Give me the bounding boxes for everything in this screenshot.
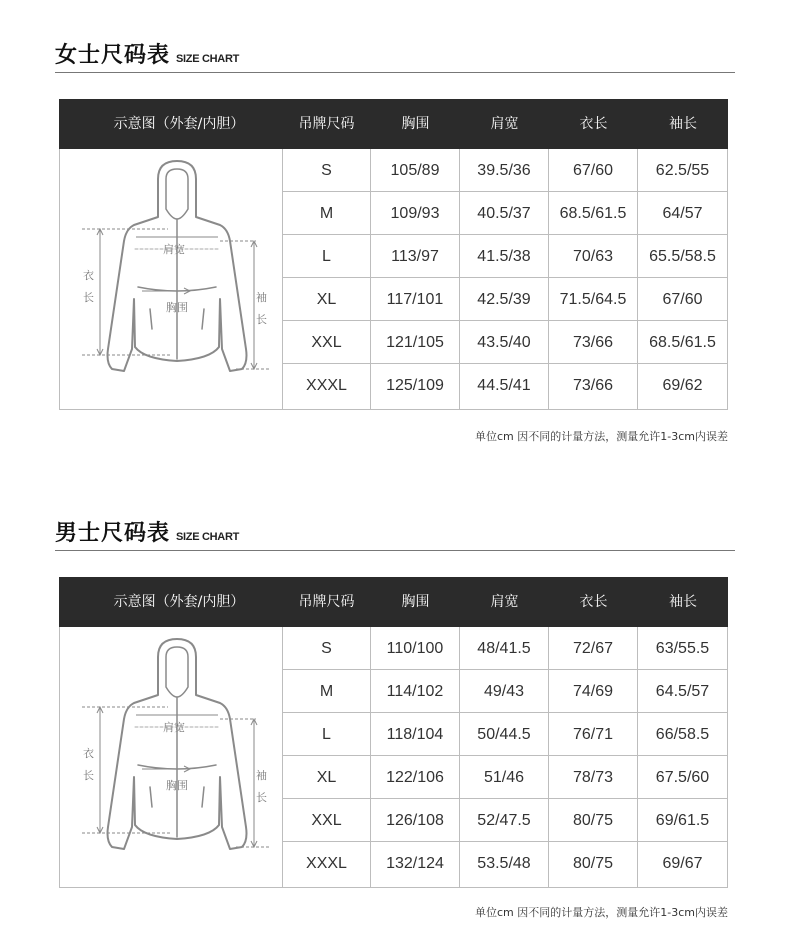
cell-size: XXXL xyxy=(282,842,371,888)
pocket-left xyxy=(150,787,152,807)
hood-inner xyxy=(166,169,188,219)
cell-chest: 125/109 xyxy=(371,364,460,410)
length-label-1: 衣 xyxy=(83,269,94,282)
section-title-cn: 女士尺码表 xyxy=(55,43,171,68)
sleeve-label-1: 袖 xyxy=(256,291,267,304)
jacket-diagram xyxy=(59,627,282,888)
cell-sleeve: 69/61.5 xyxy=(638,799,728,842)
cell-sleeve: 67.5/60 xyxy=(638,756,728,799)
cell-length: 74/69 xyxy=(549,670,638,713)
column-header: 衣长 xyxy=(579,594,608,610)
cell-length: 68.5/61.5 xyxy=(549,192,638,235)
cell-chest: 126/108 xyxy=(371,799,460,842)
cell-sleeve: 66/58.5 xyxy=(638,713,728,756)
table-body xyxy=(282,149,728,410)
table-header xyxy=(59,99,728,149)
cell-size: L xyxy=(282,235,371,278)
cell-sleeve: 65.5/58.5 xyxy=(638,235,728,278)
cell-size: XL xyxy=(282,278,371,321)
cell-length: 70/63 xyxy=(549,235,638,278)
cell-size: L xyxy=(282,713,371,756)
sleeve-label-1: 袖 xyxy=(256,769,267,782)
column-header: 袖长 xyxy=(669,116,697,132)
cell-chest: 117/101 xyxy=(371,278,460,321)
chest-label: 胸围 xyxy=(166,779,188,792)
cell-shoulder: 48/41.5 xyxy=(460,627,549,670)
cell-size: XXL xyxy=(282,799,371,842)
cell-shoulder: 44.5/41 xyxy=(460,364,549,410)
cell-length: 73/66 xyxy=(549,364,638,410)
measurement-note: 单位cm 因不同的计量方法，测量允许1-3cm内误差 xyxy=(475,906,728,919)
cell-chest: 114/102 xyxy=(371,670,460,713)
column-header: 示意图（外套/内胆） xyxy=(113,594,245,610)
shoulder-label: 肩宽 xyxy=(163,721,185,734)
column-header: 肩宽 xyxy=(490,594,519,610)
section-title-cn: 男士尺码表 xyxy=(55,521,171,546)
cell-shoulder: 49/43 xyxy=(460,670,549,713)
chest-label: 胸围 xyxy=(166,301,188,314)
cell-size: S xyxy=(282,149,371,192)
cell-shoulder: 53.5/48 xyxy=(460,842,549,888)
column-header: 肩宽 xyxy=(490,116,519,132)
cell-size: S xyxy=(282,627,371,670)
column-header: 示意图（外套/内胆） xyxy=(113,116,245,132)
cell-sleeve: 62.5/55 xyxy=(638,149,728,192)
column-header: 胸围 xyxy=(401,116,430,132)
cell-chest: 113/97 xyxy=(371,235,460,278)
cell-length: 72/67 xyxy=(549,627,638,670)
cell-shoulder: 51/46 xyxy=(460,756,549,799)
cell-sleeve: 67/60 xyxy=(638,278,728,321)
cell-chest: 105/89 xyxy=(371,149,460,192)
cell-size: M xyxy=(282,670,371,713)
cell-shoulder: 41.5/38 xyxy=(460,235,549,278)
jacket-illustration xyxy=(60,149,282,409)
column-header: 衣长 xyxy=(579,116,608,132)
measurement-note: 单位cm 因不同的计量方法，测量允许1-3cm内误差 xyxy=(475,430,728,443)
cell-sleeve: 63/55.5 xyxy=(638,627,728,670)
cell-sleeve: 64.5/57 xyxy=(638,670,728,713)
column-header: 胸围 xyxy=(401,594,430,610)
sleeve-label-2: 长 xyxy=(256,313,267,326)
table-header xyxy=(59,577,728,627)
title-divider xyxy=(55,550,735,551)
section-title xyxy=(55,516,239,546)
sleeve-label-2: 长 xyxy=(256,791,267,804)
length-label-2: 长 xyxy=(83,769,94,782)
length-label-2: 长 xyxy=(83,291,94,304)
cell-size: XXL xyxy=(282,321,371,364)
table-body xyxy=(282,627,728,888)
cell-sleeve: 64/57 xyxy=(638,192,728,235)
cell-shoulder: 40.5/37 xyxy=(460,192,549,235)
cell-shoulder: 52/47.5 xyxy=(460,799,549,842)
length-label-1: 衣 xyxy=(83,747,94,760)
cell-sleeve: 69/67 xyxy=(638,842,728,888)
cell-chest: 118/104 xyxy=(371,713,460,756)
cell-chest: 121/105 xyxy=(371,321,460,364)
cell-length: 67/60 xyxy=(549,149,638,192)
jacket-illustration xyxy=(60,627,282,887)
column-header: 袖长 xyxy=(669,594,697,610)
cell-shoulder: 39.5/36 xyxy=(460,149,549,192)
cell-chest: 122/106 xyxy=(371,756,460,799)
pocket-right xyxy=(202,309,204,329)
pocket-right xyxy=(202,787,204,807)
cell-size: XXXL xyxy=(282,364,371,410)
cell-sleeve: 69/62 xyxy=(638,364,728,410)
column-header: 吊牌尺码 xyxy=(298,116,355,132)
section-title xyxy=(55,38,239,68)
cell-length: 73/66 xyxy=(549,321,638,364)
section-title-en: SIZE CHART xyxy=(176,53,240,65)
section-title-en: SIZE CHART xyxy=(176,531,240,543)
cell-chest: 109/93 xyxy=(371,192,460,235)
cell-shoulder: 43.5/40 xyxy=(460,321,549,364)
cell-shoulder: 42.5/39 xyxy=(460,278,549,321)
cell-length: 80/75 xyxy=(549,799,638,842)
title-divider xyxy=(55,72,735,73)
cell-length: 71.5/64.5 xyxy=(549,278,638,321)
cell-size: XL xyxy=(282,756,371,799)
jacket-diagram xyxy=(59,149,282,410)
hood-inner xyxy=(166,647,188,697)
cell-length: 78/73 xyxy=(549,756,638,799)
cell-size: M xyxy=(282,192,371,235)
cell-chest: 132/124 xyxy=(371,842,460,888)
column-header: 吊牌尺码 xyxy=(298,594,355,610)
cell-chest: 110/100 xyxy=(371,627,460,670)
shoulder-label: 肩宽 xyxy=(163,243,185,256)
cell-shoulder: 50/44.5 xyxy=(460,713,549,756)
cell-sleeve: 68.5/61.5 xyxy=(638,321,728,364)
cell-length: 80/75 xyxy=(549,842,638,888)
pocket-left xyxy=(150,309,152,329)
cell-length: 76/71 xyxy=(549,713,638,756)
